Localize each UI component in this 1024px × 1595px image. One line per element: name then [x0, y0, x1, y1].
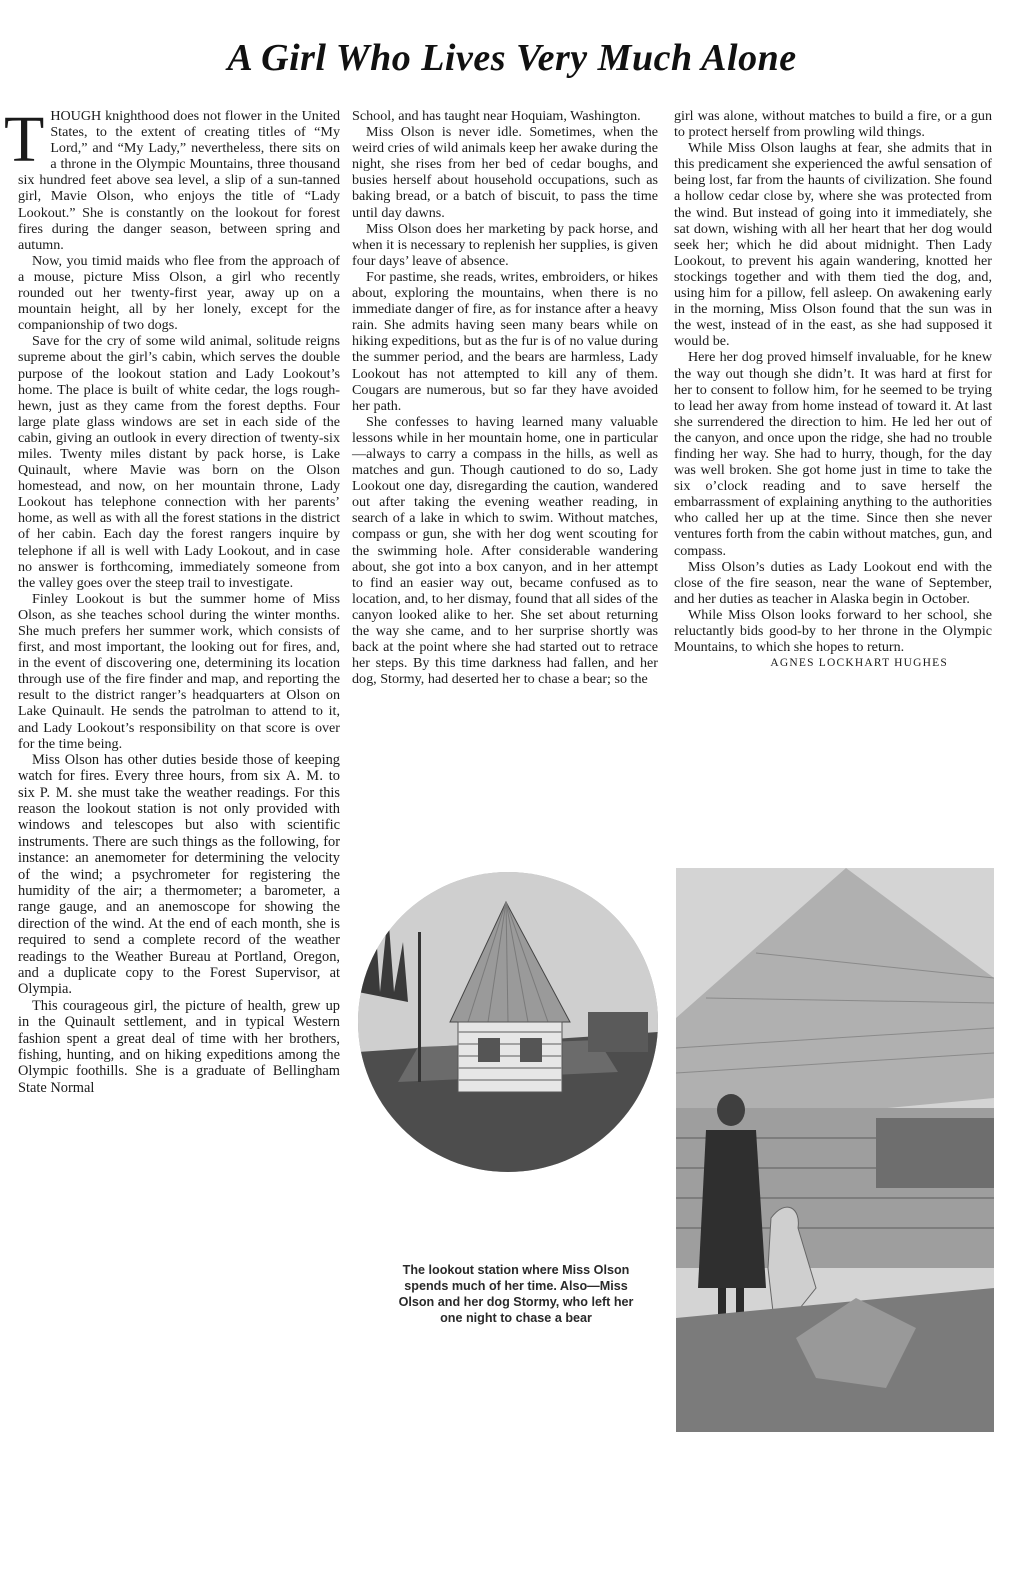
paragraph: She confesses to having learned many valuable lessons while in her mountain home, one in particular—always to carry a compass in the hills, as well as matches and gun. Though cautioned to do so, Lady Lookout one day, disregarding the caution, wandered out after taking the evening weather reading, in search of a lake in which to swim. Without matches, compass or gun, she with her dog went scouting for the swimming hole. After considerable wandering about, she got into a box canyon, and in her attempt to find an easier way out, became confused as to location, and, to her dismay, found that all sides of the canyon looked alike to her. She set about returning the way she came, and to her surprise shortly was back at the point where she had started out to retrace her steps. By this time darkness had fallen, and her dog, Stormy, had deserted her to chase a bear; so the [352, 413, 658, 688]
paragraph: Here her dog proved himself invaluable, for he knew the way out though she didn’t. It was hard at first for her to consent to follow him, for he seemed to be trying to lead her away from home instead of toward it. At last she surrendered the direction to him. He led her out of the canyon, and once upon the ridge, she had no trouble finding her way. She had to hurry, though, for the day was well broken. She got home just in time to take the six o’clock reading and to save herself the embarrassment of explaining anything to the authorities who called her up at the time. Since then she never ventures forth from the cabin without matches, gun, and compass. [674, 349, 992, 559]
paragraph: Miss Olson is never idle. Sometimes, when the weird cries of wild animals keep her awake during the night, she rises from her bed of cedar boughs, and busies herself about household occupations, such as baking bread, or a batch of biscuit, to pass the time until day dawns. [352, 124, 658, 221]
paragraph: While Miss Olson looks forward to her school, she reluctantly bids good-by to her throne in the Olympic Mountains, to which she hopes to return. [674, 606, 992, 656]
cabin-window [520, 1038, 542, 1062]
paragraph: While Miss Olson laughs at fear, she admits that in this predicament she experienced the awful sensation of being lost, far from the haunts of civilization. She found a hollow cedar close by, where she was protected from the wind. But instead of going into it immediately, she sat down, wishing with all her heart that her dog would seek her; which he did about midnight. Then Lady Lookout, to prevent his again wandering, knotted her stockings together and with them tied the dog, and, using him for a pillow, fell asleep. On awakening early in the morning, Miss Olson found that the sun was in the west, instead of in the east, as she had supposed it would be. [674, 140, 992, 350]
paragraph [4, 103, 340, 253]
cabin-window [478, 1038, 500, 1062]
olson-illustration [676, 868, 994, 1432]
paragraph: Miss Olson’s duties as Lady Lookout end with the close of the fire season, near the wane of September, and her duties as teacher in Alaska begin in October. [674, 558, 992, 607]
paragraph: Miss Olson does her marketing by pack horse, and when it is necessary to replenish her supplies, is given four days’ leave of absence. [352, 220, 658, 269]
person-head [717, 1094, 745, 1126]
paragraph: Now, you timid maids who flee from the approach of a mouse, picture Miss Olson, a girl who recently rounded out her twenty-first year, away up on a mountain height, all by her lonely, except for the companionship of two dogs. [18, 252, 340, 334]
pole [418, 932, 421, 1082]
paragraph-text: to six [18, 768, 340, 801]
paragraph: This courageous girl, the picture of health, grew up in the Quinault settlement, and in typical Western fashion spent a great deal of time with her brothers, fishing, hunting, and on hiking expeditions among the Olympic foothills. She is a graduate of Bellingham State Normal [18, 997, 340, 1096]
paragraph: For pastime, she reads, writes, embroiders, or hikes about, exploring the mountains, when there is no immediate danger of fire, as for instance after a heavy rain. She admits having seen many bears while on hiking expeditions, but as the fur is of no value during the summer period, and the bears are harmless, Lady Lookout has not attempted to kill any of them. Cougars are numerous, but so far they have avoided her path. [352, 268, 658, 414]
paragraph: Save for the cry of some wild animal, solitude reigns supreme about the girl’s cabin, which serves the double purpose of the lookout station and Lady Lookout’s home. The place is built of white cedar, the logs rough-hewn, just as they came from the forest depths. Four large plate glass windows are set in each side of the cabin, giving an outlook in every direction of twenty-six miles. Twenty miles distant by pack horse, is Lake Quinault, where Mavie was born on the Olson homestead, and now, on her mountain throne, Lady Lookout has telephone connection with her parents’ home, as well as with all the forest stations in the district of her cabin. Each day the forest rangers inquire by telephone if all is well with Lady Lookout, and in case no answer is forthcoming, immediately someone from the valley goes over the steep trail to investigate. [18, 333, 340, 591]
drop-cap: T [4, 103, 45, 176]
paragraph: Finley Lookout is but the summer home of Miss Olson, as she teaches school during the winter months. She much prefers her summer work, which consists of first, and most important, the looking out for fires, and, in the event of discovering one, determining its location through use of the fire finder and map, and reporting the result to the district ranger’s headquarters at Olson on Lake Quinault. He sends the patrolman to attend to it, and Lady Lookout’s responsibility on that score is over for the time being. [18, 590, 340, 752]
paragraph-text: HOUGH knighthood does not flower in the United States, to the extent of creating titles of “My Lord,” and “My Lady,” nevertheless, there sits on a throne in the Olympic Mountains, three thousand six hundred feet above sea level, a slip of a sun-tanned girl, Mavie Olson, who enjoys the title of “Lady Lookout.” She is constantly on the lookout for forest fires during the danger season, between spring and autumn. [18, 108, 340, 253]
time-pm: P. M. [39, 784, 73, 801]
paragraph: girl was alone, without matches to build a fire, or a gun to protect herself from prowling wild things. [674, 108, 992, 141]
lookout-station-photo [358, 872, 658, 1172]
paragraph [18, 752, 340, 998]
byline: AGNES LOCKHART HUGHES [770, 657, 948, 670]
column-3 [674, 108, 992, 671]
paragraph-text: she must take the weather readings. For this reason the lookout station is not only provided with windows and telescopes but also with scientific instruments. There are such things as the following, for instance: an anemometer for determining the velocity of the wind; a psychrometer for registering the humidity of the air; a thermometer; a barometer, a range gauge, and an anemoscope for showing the direction of the wind. At the end of each month, she is required to send a complete record of the weather readings to the Weather Bureau at Portland, Oregon, and a duplicate copy to the Forest Supervisor, at Olympia. [18, 784, 340, 998]
cabin-illustration [358, 872, 658, 1172]
column-2 [352, 108, 658, 687]
column-1 [4, 103, 340, 1096]
paragraph: School, and has taught near Hoquiam, Washington. [352, 108, 641, 124]
window [876, 1118, 994, 1188]
miss-olson-photo [676, 868, 994, 1432]
distant-trees [588, 1012, 648, 1052]
article-title: A Girl Who Lives Very Much Alone [227, 37, 797, 79]
paragraph-text: Miss Olson has other duties beside those of keeping watch for fires. Every three hours, from six [18, 751, 340, 785]
photo-caption: The lookout station where Miss Olson spends much of her time. Also—Miss Olson and her dog Stormy, who left her one night to chase a bear [398, 1263, 634, 1325]
time-am: A. M. [285, 768, 324, 785]
person-body [698, 1130, 766, 1288]
